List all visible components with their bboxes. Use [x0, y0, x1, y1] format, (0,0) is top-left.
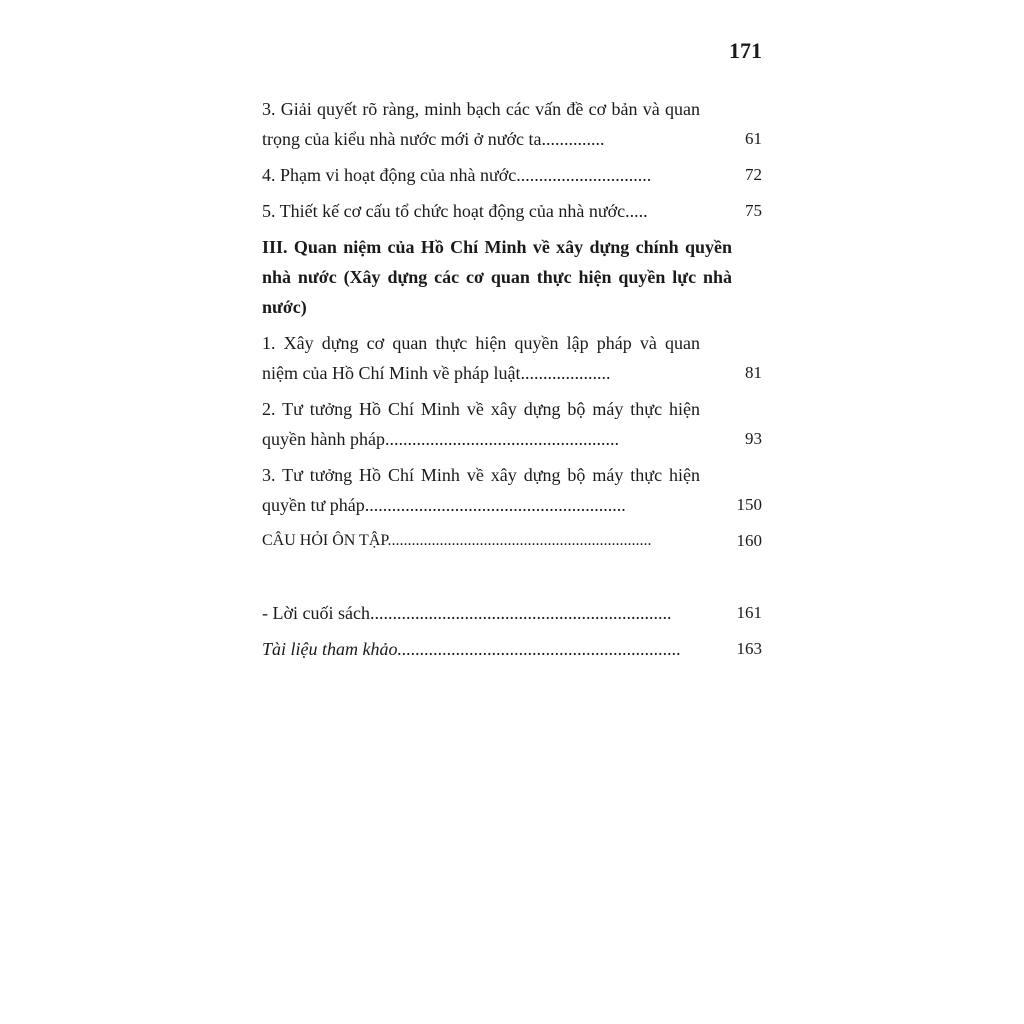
section-heading: III. Quan niệm của Hồ Chí Minh về xây dựng chính quyền nhà nước (Xây dựng các cơ quan thực hiện quyền lực nhà nước) [262, 237, 732, 317]
toc-entry-page: 72 [745, 165, 762, 184]
toc-entry[interactable] [262, 526, 762, 556]
toc-entry-page: 163 [736, 639, 762, 658]
toc-entry[interactable] [262, 460, 762, 520]
toc-entry[interactable] [262, 394, 762, 454]
toc-entry-page: 81 [745, 363, 762, 382]
table-of-contents [262, 94, 762, 670]
toc-entry-text: 2. Tư tưởng Hồ Chí Minh về xây dựng bộ máy thực hiện quyền hành pháp.................................................... [262, 399, 700, 449]
toc-entry-text: 4. Phạm vi hoạt động của nhà nước.............................. [262, 165, 652, 185]
toc-entry[interactable] [262, 328, 762, 388]
toc-entry-page: 160 [736, 531, 762, 550]
toc-entry-text: 5. Thiết kế cơ cấu tổ chức hoạt động của nhà nước..... [262, 201, 648, 221]
toc-entry-page: 93 [745, 429, 762, 448]
toc-entry-page: 75 [745, 201, 762, 220]
toc-entry-text: 1. Xây dựng cơ quan thực hiện quyền lập pháp và quan niệm của Hồ Chí Minh về pháp luật.................... [262, 333, 700, 383]
spacer [262, 562, 762, 598]
toc-entry-page: 150 [736, 495, 762, 514]
toc-entry-text: - Lời cuối sách................................................................... [262, 603, 672, 623]
toc-entry-text: CÂU HỎI ÔN TẬP.................................................................. [262, 532, 652, 549]
toc-entry[interactable] [262, 634, 762, 664]
toc-entry[interactable] [262, 196, 762, 226]
toc-entry-text: 3. Giải quyết rõ ràng, minh bạch các vấn đề cơ bản và quan trọng của kiểu nhà nước mới ở nước ta.............. [262, 99, 700, 149]
toc-entry-page: 161 [736, 603, 762, 622]
page-number: 171 [729, 38, 762, 63]
toc-entry-page: 61 [745, 129, 762, 148]
toc-entry[interactable] [262, 160, 762, 190]
toc-entry-text: Tài liệu tham khảo............................................................... [262, 639, 681, 659]
toc-entry[interactable] [262, 598, 762, 628]
toc-entry-text: 3. Tư tưởng Hồ Chí Minh về xây dựng bộ máy thực hiện quyền tư pháp.......................................................... [262, 465, 700, 515]
toc-entry[interactable] [262, 94, 762, 154]
